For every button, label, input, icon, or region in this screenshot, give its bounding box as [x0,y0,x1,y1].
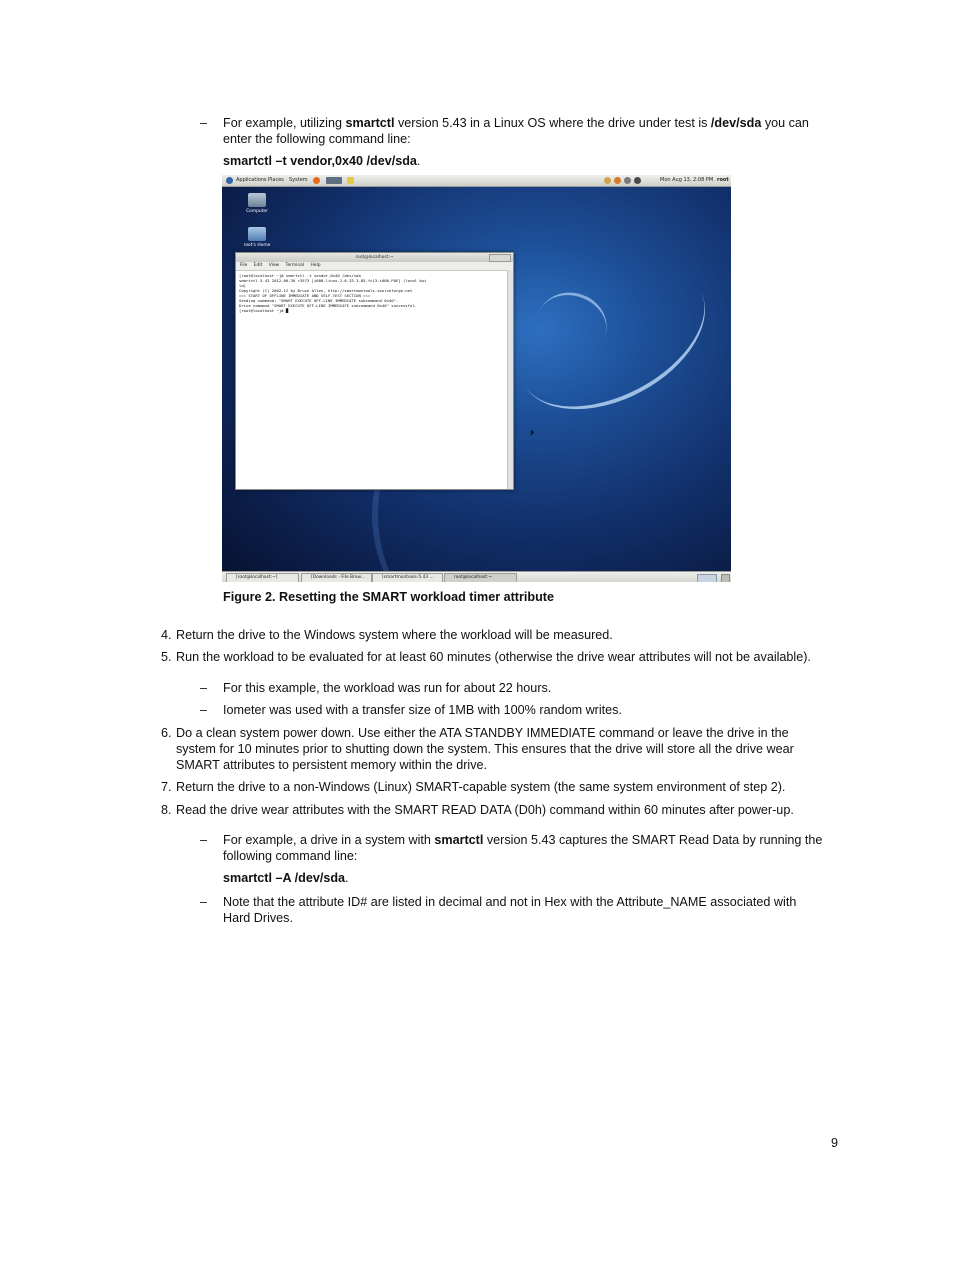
bullet-dash: – [200,703,208,717]
text-run: version 5.43 captures the SMART Read Data by running the [483,833,823,847]
device-path: /dev/sda [710,116,762,130]
step-8-bullet-1 [223,832,843,848]
terminal-scrollbar[interactable] [507,270,513,489]
desktop-icon-label: Computer [246,209,268,214]
tray-icon[interactable] [614,177,621,184]
tray-icon[interactable] [624,177,631,184]
terminal-output[interactable] [236,271,513,315]
tray-icon[interactable] [604,177,611,184]
intro-bullet-text [223,115,843,131]
step-6-line-2: system for 10 minutes prior to shutting down the system. This ensures that the drive will store all the drive wear [176,742,794,756]
step-5-text: Run the workload to be evaluated for at least 60 minutes (otherwise the drive wear attributes will not be available). [176,650,811,664]
step-5-bullet-1: For this example, the workload was run for about 22 hours. [223,681,552,695]
bullet-dash: – [200,895,208,909]
command-text: smartctl –A /dev/sda [223,871,346,885]
terminal-line: [root@localhost ~]# █ [239,308,289,313]
gnome-bottom-panel [222,571,731,582]
step-5-bullet-2: Iometer was used with a transfer size of 1MB with 100% random writes. [223,703,622,717]
command-period: . [416,154,421,168]
fedora-logo-icon [226,177,233,184]
text-run: For example, a drive in a system with [223,833,435,847]
terminal-line: Copyright (C) 2002-12 by Bruce Allen, http://smartmontools.sourceforge.net [239,288,413,293]
text-run: version 5.43 in a Linux OS where the drive under test is [394,116,711,130]
linux-desktop-screenshot [222,175,731,582]
terminal-line: === START OF OFFLINE IMMEDIATE AND SELF-TEST SECTION === [239,293,371,298]
terminal-menu-help[interactable]: Help [310,263,321,268]
terminal-line: Sending command: "SMART EXECUTE OFF-LINE IMMEDIATE subcommand 0x40". [239,298,399,303]
mouse-cursor-icon [531,430,534,436]
window-controls-icon[interactable] [489,254,511,262]
menu-places[interactable]: Places [268,177,284,183]
command-period: . [345,871,349,885]
text-run: you can [761,116,809,130]
figure-caption: Figure 2. Resetting the SMART workload timer attribute [223,590,554,604]
step-8-text: Read the drive wear attributes with the SMART READ DATA (D0h) command within 60 minutes after power-up. [176,803,794,817]
panel-clock[interactable]: Mon Aug 13, 2:08 PM [660,177,714,183]
step-4-text: Return the drive to the Windows system where the workload will be measured. [176,628,613,642]
step-8-bullet-1-line2: following command line: [223,849,358,863]
desktop-icon-computer[interactable] [237,193,277,215]
computer-icon [248,193,266,207]
menu-system[interactable]: System [289,177,308,183]
notes-icon[interactable] [347,177,354,184]
page-number: 9 [831,1136,839,1150]
taskbar-item-active[interactable]: root@localhost:~ [444,573,517,582]
terminal-title: root@localhost:~ [355,255,394,260]
desktop-icon-label: root's Home [243,243,271,248]
terminal-menubar [236,262,513,271]
terminal-menu-terminal[interactable]: Terminal [285,263,305,268]
text-run: For example, utilizing [223,116,346,130]
terminal-line: smartctl 5.43 2012-06-30 r3573 [i686-linux-2.6.33.3-85.fc13.i686.PAE] (local bui [239,278,427,283]
gnome-top-panel [222,175,731,187]
step-number: 5. [161,650,172,664]
step-8-bullet-2-line1: Note that the attribute ID# are listed in decimal and not in Hex with the Attribute_NAME associated with [223,895,797,909]
command-line-1 [223,153,420,169]
smartctl-term: smartctl [345,116,395,130]
step-6-line-3: SMART attributes to persistent memory within the drive. [176,758,488,772]
command-text: smartctl –t vendor,0x40 /dev/sda [223,154,417,168]
taskbar-item[interactable]: [smartmontools-5.43 ... [372,573,443,582]
home-folder-icon [248,227,266,241]
step-number: 4. [161,628,172,642]
volume-icon[interactable] [634,177,641,184]
terminal-line: [root@localhost ~]# smartctl -t vendor,0x40 /dev/sda [239,273,361,278]
step-number: 7. [161,780,172,794]
bullet-dash: – [200,681,208,695]
terminal-window[interactable] [235,252,514,490]
terminal-titlebar[interactable] [236,253,513,262]
terminal-line: Drive command "SMART EXECUTE OFF-LINE IMMEDIATE subcommand 0x40" successful. [239,303,418,308]
taskbar-item[interactable]: [Downloads - File Brow... [301,573,372,582]
bullet-dash: – [200,833,208,847]
bullet-dash: – [200,116,208,130]
firefox-icon[interactable] [313,177,320,184]
terminal-menu-view[interactable]: View [268,263,280,268]
step-6-line-1: Do a clean system power down. Use either the ATA STANDBY IMMEDIATE command or leave the drive in the [176,726,789,740]
step-8-bullet-2-line2: Hard Drives. [223,911,293,925]
step-number: 8. [161,803,172,817]
menu-applications[interactable]: Applications [236,177,267,183]
taskbar-item[interactable]: [root@localhost:~] [226,573,299,582]
terminal-line: ld) [239,283,247,288]
panel-user[interactable]: root [717,177,729,183]
desktop-icon-home[interactable] [237,227,277,249]
launcher-icon[interactable] [326,177,342,184]
terminal-menu-file[interactable]: File [240,263,248,268]
intro-bullet-line2: enter the following command line: [223,132,411,146]
workspace-switcher-icon[interactable] [697,574,717,582]
trash-icon[interactable] [721,574,730,582]
terminal-menu-edit[interactable]: Edit [253,263,263,268]
command-line-2 [223,870,349,886]
smartctl-term: smartctl [434,833,484,847]
step-7-text: Return the drive to a non-Windows (Linux) SMART-capable system (the same system environment of step 2). [176,780,786,794]
step-number: 6. [161,726,172,740]
